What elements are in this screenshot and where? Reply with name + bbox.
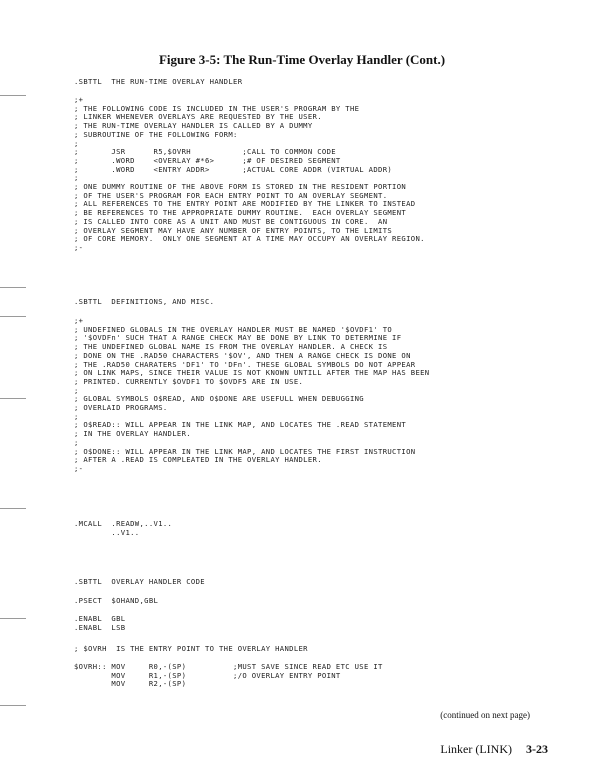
margin-mark <box>0 508 26 509</box>
margin-mark <box>0 705 26 706</box>
margin-mark <box>0 398 26 399</box>
comment-block-overlay-description: ;+ ; THE FOLLOWING CODE IS INCLUDED IN THE USER'S PROGRAM BY THE ; LINKER WHENEVER OVERLAYS ARE REQUESTED BY THE USER. ; THE RUN-TIME OVERLAY HANDLER IS CALLED BY A DUMMY ; SUBROUTINE OF THE FOLLOWING FORM: ; ; JSR R5,$OVRH ;CALL TO COMMON CODE ; .WORD <OVERLAY #*6> ;# OF DESIRED SEGMENT ; .WORD <ENTRY ADDR> ;ACTUAL CORE ADDR (VIRTUAL ADDR) ; ; ONE DUMMY ROUTINE OF THE ABOVE FORM IS STORED IN THE RESIDENT PORTION ; OF THE USER'S PROGRAM FOR EACH ENTRY POINT TO AN OVERLAY SEGMENT. ; ALL REFERENCES TO THE ENTRY POINT ARE MODIFIED BY THE LINKER TO INSTEAD ; BE REFERENCES TO THE APPROPRIATE DUMMY ROUTINE. EACH OVERLAY SEGMENT ; IS CALLED INTO CORE AS A UNIT AND MUST BE CONTIGUOUS IN CORE. AN ; OVERLAY SEGMENT MAY HAVE ANY NUMBER OF ENTRY POINTS, TO THE LIMITS ; OF CORE MEMORY. ONLY ONE SEGMENT AT A TIME MAY OCCUPY AN OVERLAY REGION. ;- <box>74 95 425 252</box>
sbttl-definitions: .SBTTL DEFINITIONS, AND MISC. <box>74 297 215 306</box>
margin-mark <box>0 287 26 288</box>
ovrh-entry-comment: ; $OVRH IS THE ENTRY POINT TO THE OVERLAY HANDLER <box>74 644 308 653</box>
sbttl-runtime-handler: .SBTTL THE RUN-TIME OVERLAY HANDLER <box>74 77 243 86</box>
margin-mark <box>0 316 26 317</box>
comment-block-undefined-globals: ;+ ; UNDEFINED GLOBALS IN THE OVERLAY HANDLER MUST BE NAMED '$OVDF1' TO ; '$OVDFn' SUCH THAT A RANGE CHECK MAY BE DONE BY LINK TO DETERMINE IF ; THE UNDEFINED GLOBAL NAME IS FROM THE OVERLAY HANDLER. A CHECK IS ; DONE ON THE .RAD50 CHARACTERS '$OV', AND THEN A RANGE CHECK IS DONE ON ; THE .RAD50 CHARATERS 'DF1' TO 'DFn'. THESE GLOBAL SYMBOLS DO NOT APPEAR ; ON LINK MAPS, SINCE THEIR VALUE IS NOT KNOWN UNTILL AFTER THE MAP HAS BEEN ; PRINTED. CURRENTLY $OVDF1 TO $OVDF5 ARE IN USE. ; ; GLOBAL SYMBOLS O$READ, AND O$DONE ARE USEFULL WHEN DEBUGGING ; OVERLAID PROGRAMS. ; ; O$READ:: WILL APPEAR IN THE LINK MAP, AND LOCATES THE .READ STATEMENT ; IN THE OVERLAY HANDLER. ; ; O$DONE:: WILL APPEAR IN THE LINK MAP, AND LOCATES THE FIRST INSTRUCTION ; AFTER A .READ IS COMPLEATED IN THE OVERLAY HANDLER. ;- <box>74 316 430 473</box>
figure-title: Figure 3-5: The Run-Time Overlay Handler (Cont.) <box>158 52 446 67</box>
margin-mark <box>0 95 26 96</box>
footer-page-number: 3-23 <box>526 742 548 756</box>
ovrh-code-lines: $OVRH:: MOV R0,-(SP) ;MUST SAVE SINCE READ ETC USE IT MOV R1,-(SP) ;/O OVERLAY ENTRY POINT MOV R2,-(SP) <box>74 662 383 689</box>
continued-note: (continued on next page) <box>440 710 530 720</box>
enabl-statements: .ENABL GBL .ENABL LSB <box>74 614 126 632</box>
margin-mark <box>0 618 26 619</box>
sbttl-overlay-handler-code: .SBTTL OVERLAY HANDLER CODE <box>74 577 205 586</box>
footer-section-title: Linker (LINK) <box>440 742 512 756</box>
page-footer <box>440 742 548 757</box>
psect-statement: .PSECT $OHAND,GBL <box>74 596 159 605</box>
mcall-statement: .MCALL .READW,..V1.. ..V1.. <box>74 519 173 537</box>
